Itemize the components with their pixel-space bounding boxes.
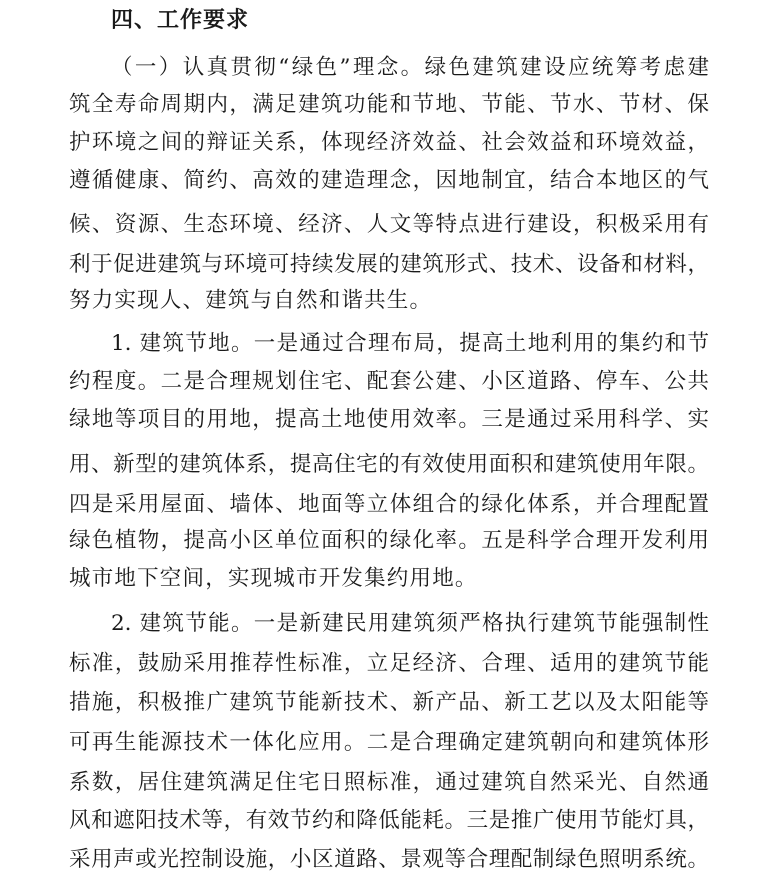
paragraph-line: 可再生能源技术一体化应用。二是合理确定建筑朝向和建筑体形 (69, 730, 709, 755)
paragraph-line: 候、资源、生态环境、经济、人文等特点进行建设，积极采用有 (69, 212, 709, 237)
paragraph-line: 采用声或光控制设施，小区道路、景观等合理配制绿色照明系统。 (69, 847, 709, 872)
paragraph-line: 风和遮阳技术等，有效节约和降低能耗。三是推广使用节能灯具， (69, 808, 709, 833)
paragraph-line: 2. 建筑节能。一是新建民用建筑须严格执行建筑节能强制性 (111, 611, 709, 636)
paragraph-line: 1. 建筑节地。一是通过合理布局，提高土地利用的集约和节 (111, 331, 709, 356)
paragraph-line: 绿色植物，提高小区单位面积的绿化率。五是科学合理开发利用 (69, 528, 709, 553)
paragraph-line: （一）认真贯彻“绿色”理念。绿色建筑建设应统筹考虑建 (111, 55, 709, 80)
paragraph-line: 约程度。二是合理规划住宅、配套公建、小区道路、停车、公共 (69, 369, 709, 394)
paragraph-line: 四是采用屋面、墙体、地面等立体组合的绿化体系，并合理配置 (69, 492, 709, 517)
paragraph-line: 用、新型的建筑体系，提高住宅的有效使用面积和建筑使用年限。 (69, 452, 709, 477)
paragraph-line: 标准，鼓励采用推荐性标准，立足经济、合理、适用的建筑节能 (69, 651, 709, 676)
paragraph-line: 措施，积极推广建筑节能新技术、新产品、新工艺以及太阳能等 (69, 690, 709, 715)
paragraph-line: 利于促进建筑与环境可持续发展的建筑形式、技术、设备和材料， (69, 252, 709, 277)
paragraph-line: 城市地下空间，实现城市开发集约用地。 (69, 566, 478, 591)
paragraph-line: 努力实现人、建筑与自然和谐共生。 (69, 288, 433, 313)
paragraph-line: 遵循健康、简约、高效的建造理念，因地制宜，结合本地区的气 (69, 168, 709, 193)
paragraph-line: 护环境之间的辩证关系，体现经济效益、社会效益和环境效益， (69, 130, 709, 155)
section-heading: 四、工作要求 (111, 8, 250, 33)
paragraph-line: 系数，居住建筑满足住宅日照标准，通过建筑自然采光、自然通 (69, 770, 709, 795)
paragraph-line: 绿地等项目的用地，提高土地使用效率。三是通过采用科学、实 (69, 407, 709, 432)
paragraph-line: 筑全寿命周期内，满足建筑功能和节地、节能、节水、节材、保 (69, 92, 709, 117)
